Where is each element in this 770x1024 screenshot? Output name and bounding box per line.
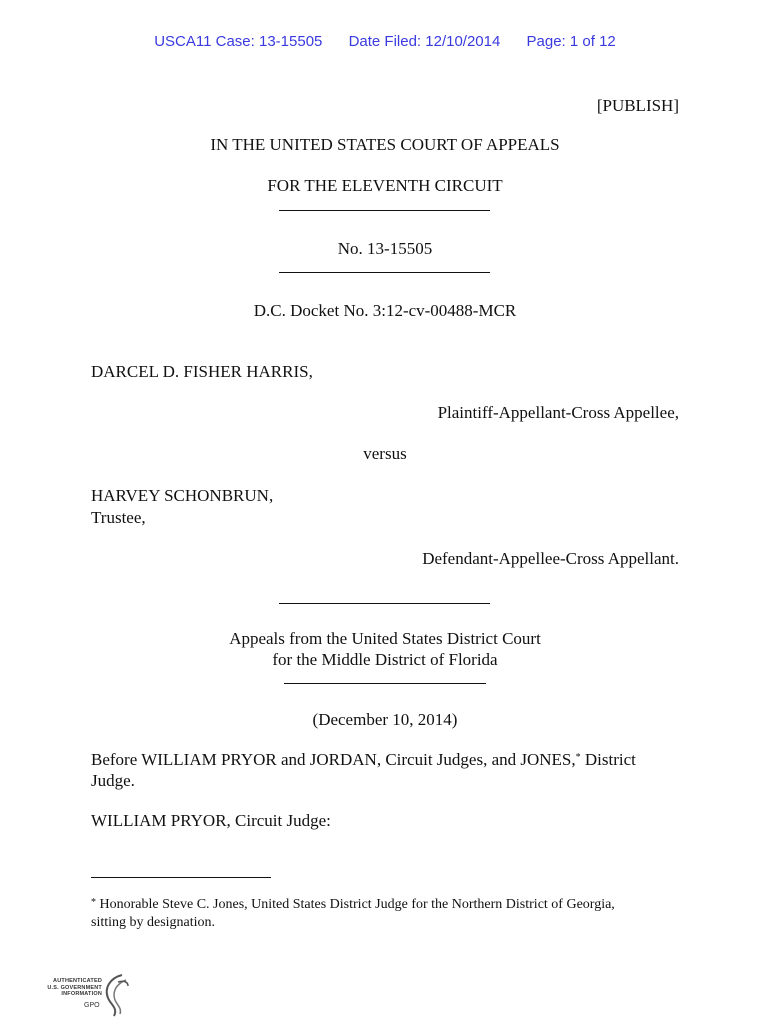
logo-line2: U.S. GOVERNMENT (47, 984, 102, 991)
plaintiff-role: Plaintiff-Appellant-Cross Appellee, (437, 403, 679, 422)
footnote-reference[interactable]: * (575, 752, 581, 763)
decision-date: (December 10, 2014) (312, 710, 458, 729)
divider-1 (279, 210, 490, 211)
docket-number: D.C. Docket No. 3:12-cv-00488-MCR (253, 301, 517, 320)
divider-2 (279, 272, 490, 273)
plaintiff-name: DARCEL D. FISHER HARRIS, (91, 362, 313, 381)
gpo-authenticated-logo (42, 972, 132, 1018)
defendant-name: HARVEY SCHONBRUN, (91, 486, 274, 505)
panel-text-end: District (580, 750, 636, 769)
logo-text (42, 978, 102, 998)
divider-4 (284, 683, 486, 684)
versus-label: versus (363, 444, 407, 463)
case-number-header: USCA11 Case: 13-15505 (154, 33, 323, 50)
court-title-line1: IN THE UNITED STATES COURT OF APPEALS (210, 135, 560, 154)
date-filed-header: Date Filed: 12/10/2014 (348, 33, 501, 50)
footnote-line1 (91, 896, 615, 914)
page-header (0, 33, 770, 50)
court-title-line2: FOR THE ELEVENTH CIRCUIT (267, 176, 503, 195)
defendant-title: Trustee, (91, 508, 146, 527)
appeal-origin-line1: Appeals from the United States District Court (229, 629, 541, 648)
divider-3 (279, 603, 490, 604)
appeal-origin-line2: for the Middle District of Florida (272, 650, 498, 669)
panel-line2: Judge. (91, 771, 135, 790)
footnote-line2: sitting by designation. (91, 915, 216, 930)
gpo-label: GPO (84, 1002, 100, 1009)
defendant-role: Defendant-Appellee-Cross Appellant. (422, 549, 679, 568)
footnote-divider (91, 877, 271, 878)
case-number: No. 13-15505 (337, 239, 433, 258)
panel-line1 (91, 749, 636, 770)
footnote-text: Honorable Steve C. Jones, United States District Judge for the Northern District of Georgia, (96, 897, 615, 912)
publish-label: [PUBLISH] (596, 96, 679, 115)
opinion-author: WILLIAM PRYOR, Circuit Judge: (91, 811, 331, 830)
logo-line1: AUTHENTICATED (53, 978, 102, 984)
eagle-icon (100, 972, 130, 1018)
logo-line3: INFORMATION (61, 991, 102, 997)
footnote-mark: * (91, 897, 96, 908)
panel-text: Before WILLIAM PRYOR and JORDAN, Circuit Judges, and JONES, (91, 750, 576, 769)
page-count-header: Page: 1 of 12 (526, 33, 616, 50)
